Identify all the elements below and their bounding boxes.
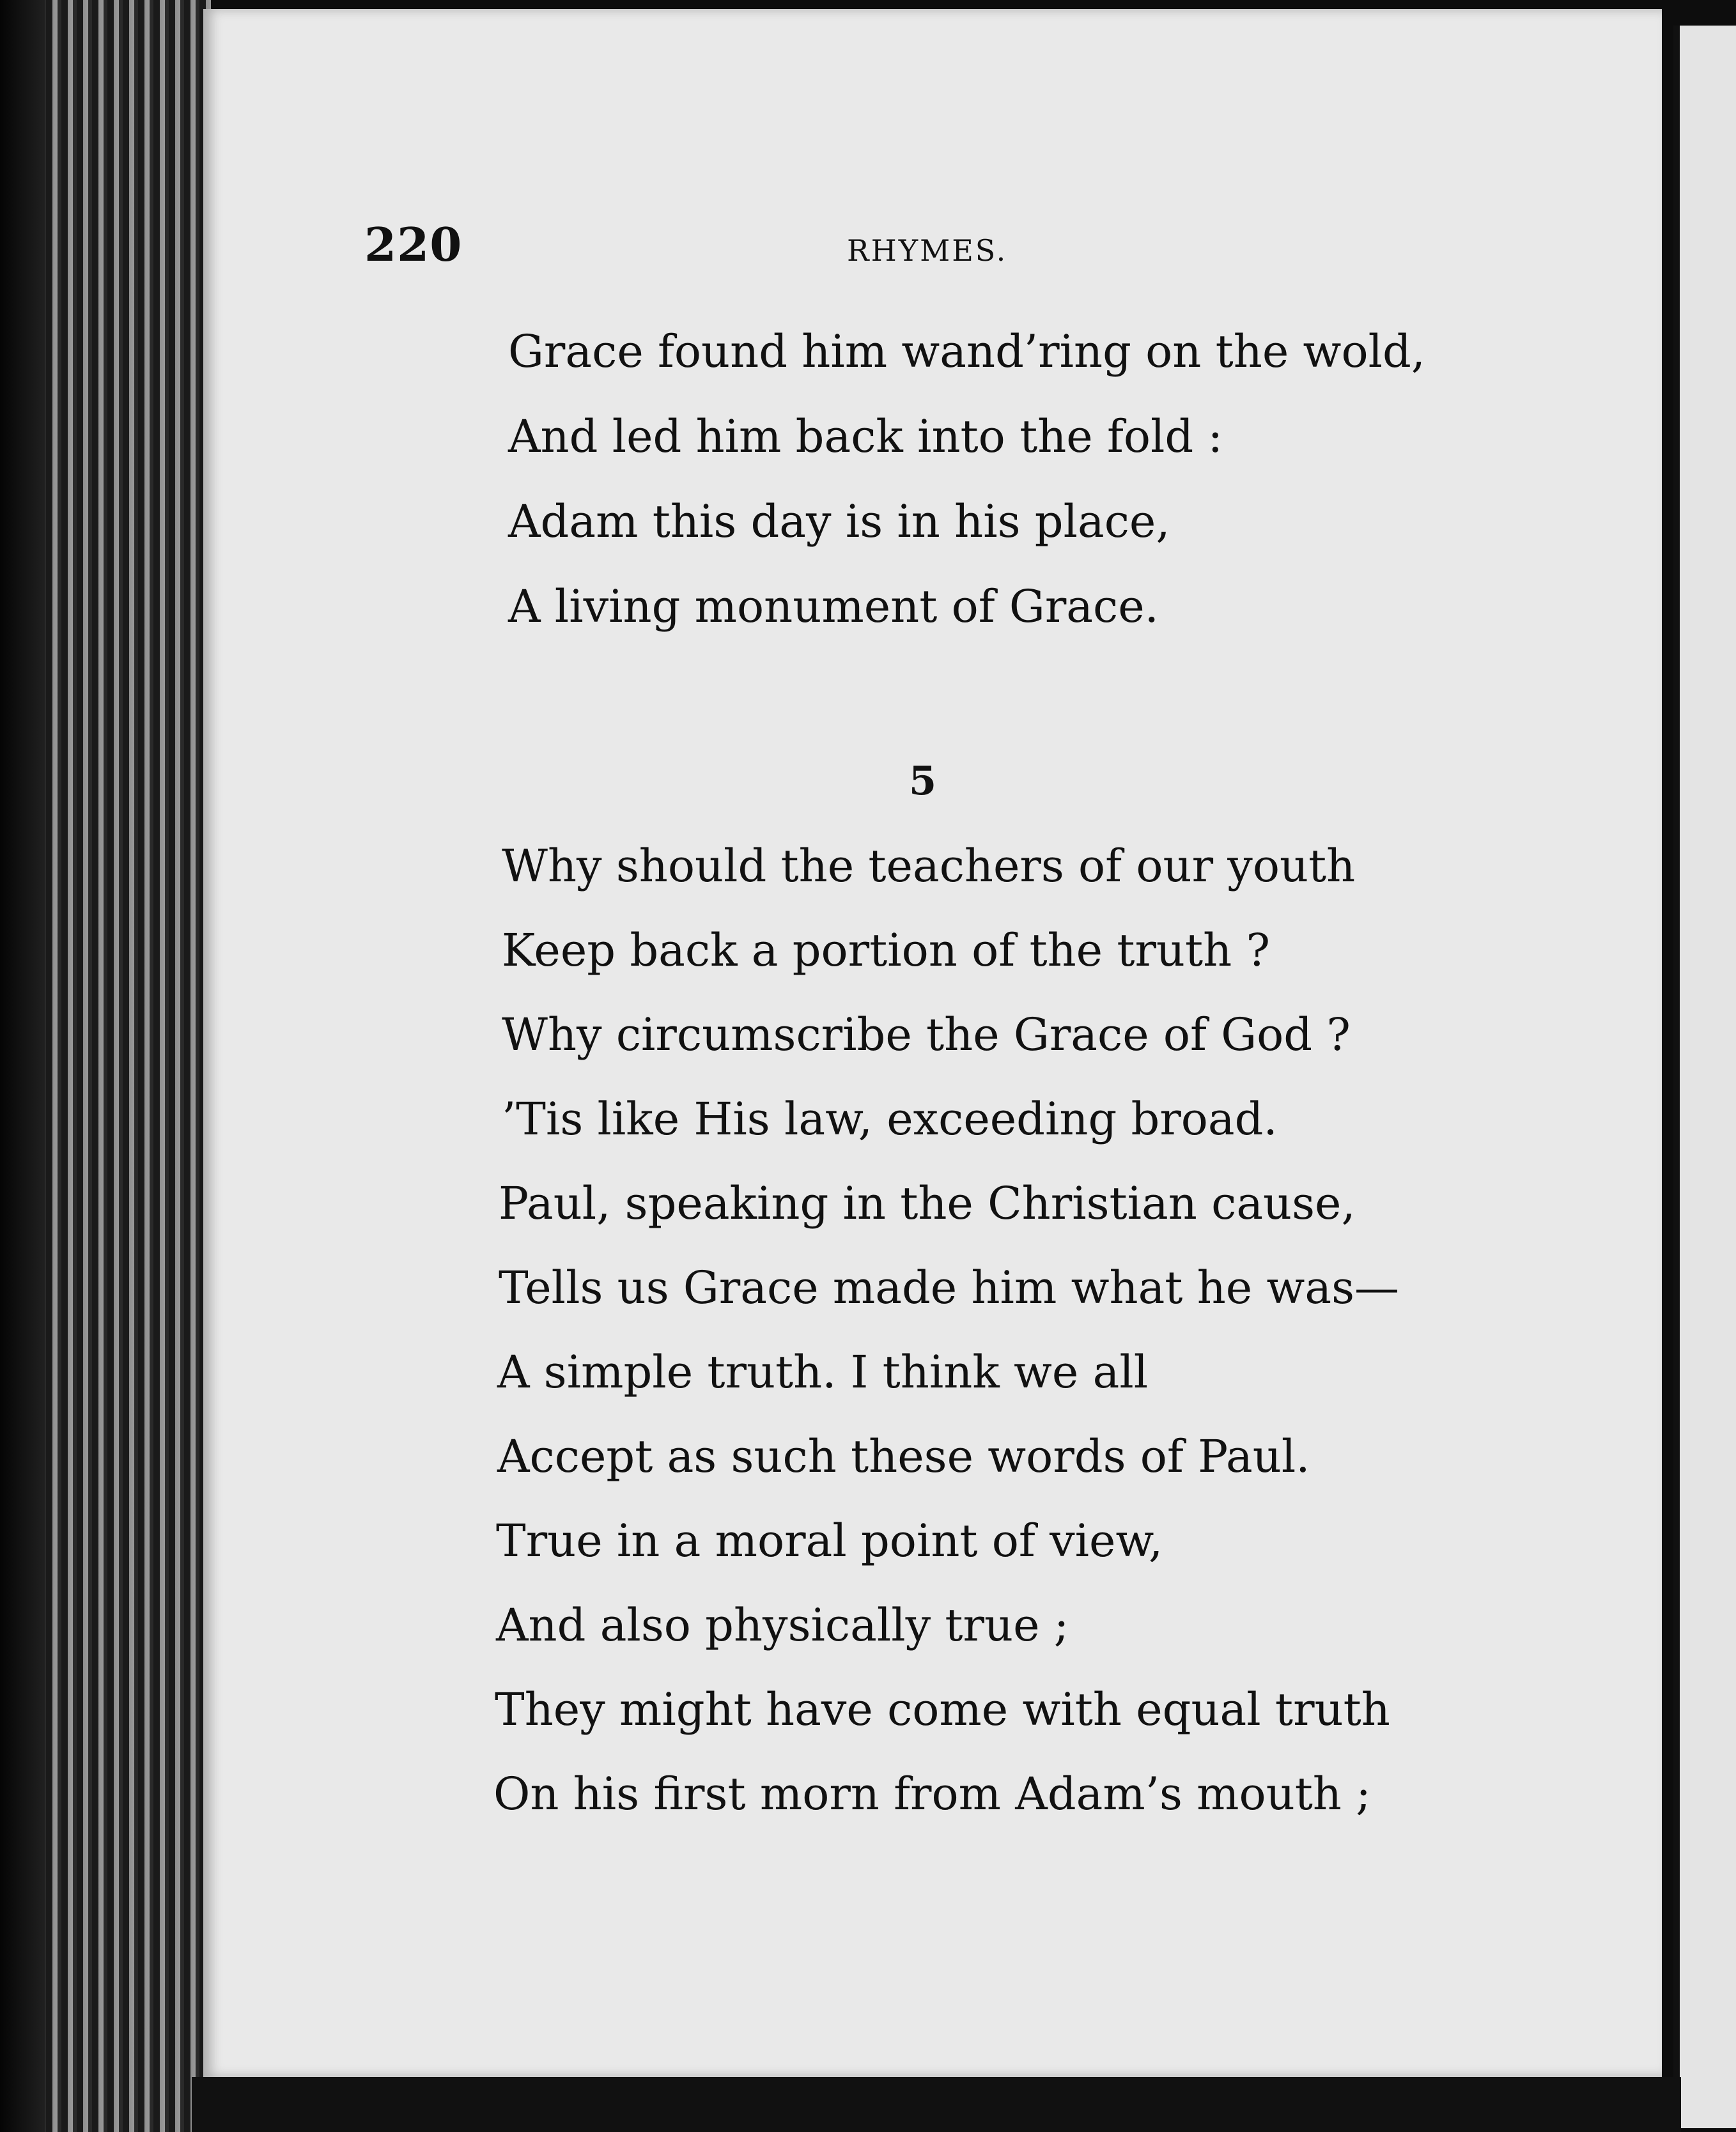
page-number: 220 (364, 217, 463, 272)
poem-line: ’Tis like His law, exceeding broad. (502, 1093, 1278, 1145)
poem-line: Why circumscribe the Grace of God ? (502, 1008, 1351, 1061)
poem-line: A simple truth. I think we all (497, 1346, 1149, 1398)
poem-line: And also physically true ; (496, 1599, 1069, 1651)
next-page-edge (1673, 26, 1736, 2128)
scan-border (192, 2077, 1681, 2132)
poem-line: A living monument of Grace. (508, 580, 1159, 633)
poem-line: True in a moral point of view, (496, 1515, 1163, 1567)
poem-line: Why should the teachers of our youth (502, 840, 1356, 892)
poem-line: Keep back a portion of the truth ? (502, 924, 1270, 977)
poem-line: Paul, speaking in the Christian cause, (499, 1177, 1356, 1230)
stanza-number: 5 (909, 757, 937, 804)
poem-line: And led him back into the fold : (508, 410, 1223, 463)
poem-line: Grace found him wand’ring on the wold, (508, 325, 1426, 378)
poem-line: On his first morn from Adam’s mouth ; (493, 1768, 1371, 1820)
poem-line: Tells us Grace made him what he was— (499, 1262, 1400, 1314)
running-title: RHYMES. (847, 233, 1008, 268)
poem-line: They might have come with equal truth (495, 1683, 1390, 1736)
poem-line: Accept as such these words of Paul. (497, 1430, 1310, 1483)
poem-line: Adam this day is in his place, (508, 495, 1170, 548)
book-spine-shadow (0, 0, 45, 2132)
